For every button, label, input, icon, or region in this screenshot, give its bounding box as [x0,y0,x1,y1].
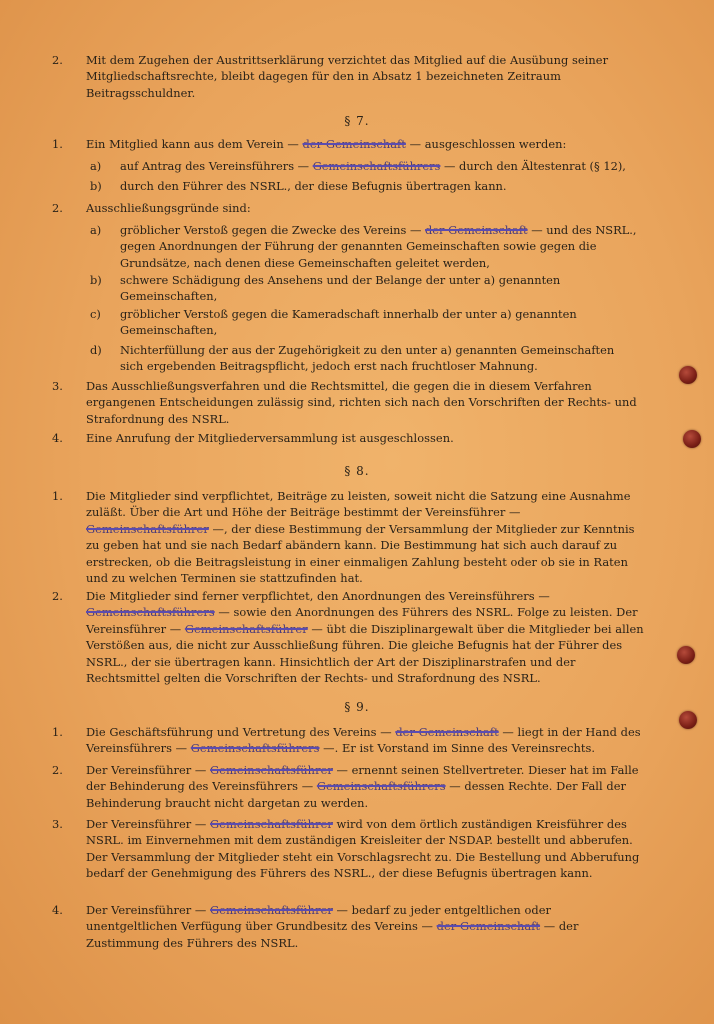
struck-text: Gemeinschaftsführer [184,621,308,636]
item-text: — liegt in der Hand des Vereinsführers — [86,725,641,756]
paragraph-text: Mit dem Zugehen der Austrittserklärung verzichtet das Mitglied auf die Ausübung seiner Mitgliedschaftsrechte, bleibt dagegen für den in Absatz 1 bezeichneten Zeitraum Beitragsschuldner. [86,53,609,100]
item-number: 4. [52,431,63,445]
section-heading-9: § 9. [344,700,370,714]
item-number: 3. [52,379,63,393]
item-text: Das Ausschließungsverfahren und die Rechtsmittel, die gegen die in diesem Verfahren ergangenen Entscheidungen zulässig sind, richten sich nach den Vorschriften der Rechts- und Strafordnung des NSRL. [86,379,637,426]
s9-item-2 [52,762,644,811]
punch-hole [679,711,697,729]
item-text: Nichterfüllung der aus der Zugehörigkeit zu den unter a) genannten Gemeinschaften sich ergebenden Beitragspflicht, jedoch erst nach fruchtloser Mahnung. [120,343,615,374]
s9-item-4 [52,902,644,951]
item-text: —. Er ist Vorstand im Sinne des Vereinsrechts. [323,741,596,756]
punch-hole [679,366,697,384]
item-number: 1. [52,725,63,739]
s7-item-2d [90,342,640,375]
item-text: Ein Mitglied kann aus dem Verein — [86,137,299,151]
section-heading-8: § 8. [344,464,370,478]
item-text: Eine Anrufung der Mitgliederversammlung ist ausgeschlossen. [86,431,454,445]
paragraph-7-intro [52,52,644,101]
struck-text: der Gemeinschaft [302,137,406,151]
s7-item-1 [52,136,644,152]
item-text: auf Antrag des Vereinsführers — [120,159,310,173]
sub-label: a) [90,159,102,173]
struck-text: Gemeinschaftsführer [86,521,209,536]
item-text: — ausgeschlossen werden: [409,137,567,151]
item-text: Die Geschäftsführung und Vertretung des Vereins — [86,725,392,739]
struck-text: Gemeinschaftsführer [210,817,333,831]
s7-item-2c [90,306,640,339]
item-text: Der Vereinsführer — [86,817,207,831]
s7-item-1b [90,178,640,194]
item-text: — dessen Rechte. Der Fall der Behinderung braucht nicht dargetan zu werden. [86,779,626,810]
item-number: 3. [52,817,63,831]
s7-item-2b [90,272,640,305]
item-text: — der Zustimmung des Führers des NSRL. [86,919,579,950]
sub-label: a) [90,223,102,237]
sub-label: d) [90,343,102,357]
struck-text: der Gemeinschaft [425,223,528,237]
punch-hole [683,430,701,448]
item-text: — bedarf zu jeder entgeltlichen oder unentgeltlichen Verfügung über Grundbesitz des Vereins — [86,903,552,934]
section-heading-7: § 7. [344,114,370,128]
item-text: gröblicher Verstoß gegen die Kameradschaft innerhalb der unter a) genannten Gemeinschaften, [120,307,577,338]
s7-item-3 [52,378,644,427]
item-number: 4. [52,903,63,917]
item-number: 2. [52,201,63,215]
s9-item-1 [52,724,644,757]
struck-text: Gemeinschaftsführers [312,159,441,173]
item-number: 2. [52,53,63,67]
s8-item-1 [52,488,644,586]
item-text: —, der diese Bestimmung der Versammlung der Mitglieder zur Kenntnis zu geben hat und sie nach Bedarf abändern kann. Die Bestimmung hat sich auch darauf zu erstrecken, ob die Beitragsleistung in einer einmaligen Zahlung besteht oder ob sie in Raten und zu welchen Terminen sie stattzufinden hat. [86,521,635,586]
item-number: 1. [52,137,63,151]
s7-item-4 [52,430,644,446]
struck-text: Gemeinschaftsführers [190,741,320,756]
item-text: Der Vereinsführer — [86,903,207,917]
struck-text: Gemeinschaftsführers [316,779,446,794]
item-text: Die Mitglieder sind verpflichtet, Beiträge zu leisten, soweit nicht die Satzung eine Ausnahme zuläßt. Über die Art und Höhe der Beiträge bestimmt der Vereinsführer — [86,489,631,520]
item-text: schwere Schädigung des Ansehens und der Belange der unter a) genannten Gemeinschaften, [120,273,561,304]
struck-text: Gemeinschaftsführers [86,605,215,620]
item-number: 2. [52,589,63,603]
item-text: Ausschließungsgründe sind: [86,201,251,215]
s7-item-2 [52,200,644,216]
sub-label: b) [90,179,102,193]
struck-text: der Gemeinschaft [436,919,541,934]
item-number: 1. [52,489,63,503]
item-text: Die Mitglieder sind ferner verpflichtet, den Anordnungen des Vereinsführers — [86,589,550,603]
s9-item-3 [52,816,644,882]
struck-text: Gemeinschaftsführer [210,903,333,917]
sub-label: b) [90,273,102,287]
s8-item-2 [52,588,644,686]
item-text: — durch den Ältestenrat (§ 12), [444,159,626,173]
item-text: gröblicher Verstoß gegen die Zwecke des Vereins — [120,223,422,237]
s7-item-1a [90,158,640,174]
s7-item-2a [90,222,640,271]
struck-text: Gemeinschaftsführer [210,763,333,777]
item-number: 2. [52,763,63,777]
struck-text: der Gemeinschaft [395,725,499,739]
sub-label: c) [90,307,101,321]
item-text: — sowie den Anordnungen des Führers des NSRL. Folge zu leisten. Der Vereinsführer — [86,605,638,636]
punch-hole [677,646,695,664]
item-text: wird von dem örtlich zuständigen Kreisführer des NSRL. im Einvernehmen mit dem zuständigen Kreisleiter der NSDAP. bestellt und abberufen. Der Versammlung der Mitglieder steht ein Vorschlagsrecht zu. Die Bestellung und Abberufung bedarf der Genehmigung des Führers des NSRL., der diese Befugnis übertragen kann. [86,817,640,881]
item-text: Der Vereinsführer — [86,763,207,777]
item-text: — übt die Disziplinargewalt über die Mitglieder bei allen Verstößen aus, die nicht zur Ausschließung führen. Die gleiche Befugnis hat der Führer des NSRL., der sie übertragen kann. Hinsichtlich der Art der Disziplinarstrafen und der Rechtsmittel gelten die Vorschriften der Rechts- und Strafordnung des NSRL. [86,621,644,686]
item-text: — und des NSRL., gegen Anordnungen der Führung der genannten Gemeinschaften sowie gegen die Grundsätze, nach denen diese Gemeinschaften geleitet werden, [120,223,637,270]
item-text: — ernennt seinen Stellvertreter. Dieser hat im Falle der Behinderung des Vereinsführers — [86,763,639,794]
item-text: durch den Führer des NSRL., der diese Befugnis übertragen kann. [120,179,507,193]
